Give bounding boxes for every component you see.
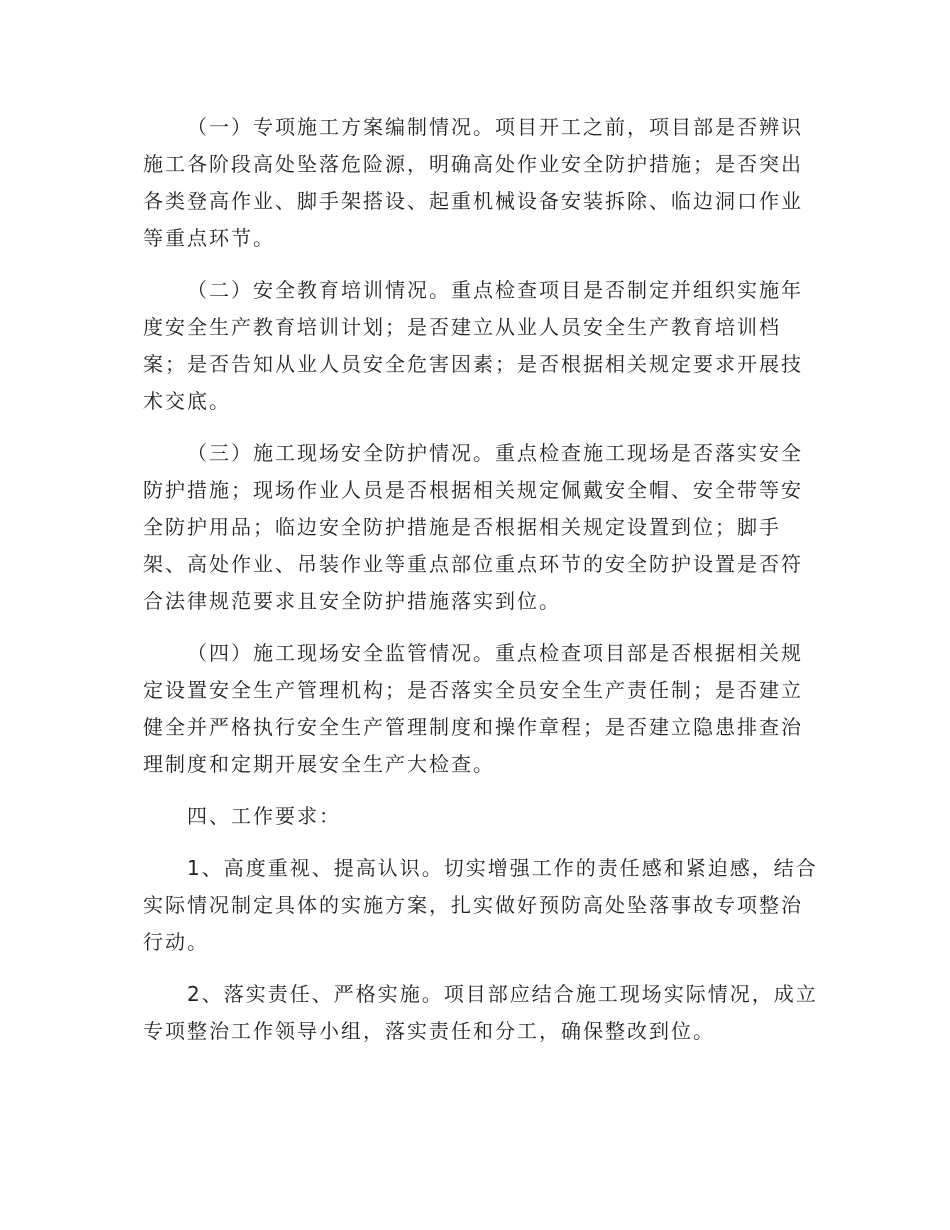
paragraph-construction-plan — [143, 109, 813, 257]
text-line: 架、高处作业、吊装作业等重点部位重点环节的安全防护设置是否符 — [143, 552, 803, 576]
paragraph-safety-training — [143, 272, 813, 420]
text-line: 健全并严格执行安全生产管理制度和操作章程；是否建立隐患排查治 — [143, 715, 803, 739]
text-line: 各类登高作业、脚手架搭设、起重机械设备安装拆除、临边洞口作业 — [143, 189, 803, 213]
paragraph-requirement-1 — [143, 850, 818, 961]
text-line: 等重点环节。 — [143, 226, 275, 250]
text-line: 度安全生产教育培训计划；是否建立从业人员安全生产教育培训档 — [143, 315, 781, 339]
paragraph-requirement-2 — [143, 976, 818, 1050]
text-line: 术交底。 — [143, 389, 231, 413]
text-line: 1、高度重视、提高认识。切实增强工作的责任感和紧迫感，结合 — [187, 856, 818, 880]
text-line: 全防护用品；临边安全防护措施是否根据相关规定设置到位；脚手 — [143, 515, 781, 539]
text-line: 四、工作要求： — [187, 804, 341, 828]
text-line: 定设置安全生产管理机构；是否落实全员安全生产责任制；是否建立 — [143, 678, 803, 702]
text-line: 施工各阶段高处坠落危险源，明确高处作业安全防护措施；是否突出 — [143, 152, 803, 176]
text-line: （四）施工现场安全监管情况。重点检查项目部是否根据相关规 — [187, 641, 803, 665]
text-line: 理制度和定期开展安全生产大检查。 — [143, 752, 495, 776]
document-body — [143, 109, 818, 1065]
paragraph-site-supervision — [143, 635, 813, 783]
text-line: 案；是否告知从业人员安全危害因素；是否根据相关规定要求开展技 — [143, 352, 803, 376]
text-line: （一）专项施工方案编制情况。项目开工之前，项目部是否辨识 — [187, 115, 803, 139]
text-line: （三）施工现场安全防护情况。重点检查施工现场是否落实安全 — [187, 441, 803, 465]
text-line: （二）安全教育培训情况。重点检查项目是否制定并组织实施年 — [187, 278, 803, 302]
text-line: 防护措施；现场作业人员是否根据相关规定佩戴安全帽、安全带等安 — [143, 478, 803, 502]
text-line: 专项整治工作领导小组，落实责任和分工，确保整改到位。 — [143, 1019, 715, 1043]
paragraph-site-protection — [143, 435, 813, 620]
text-line: 2、落实责任、严格实施。项目部应结合施工现场实际情况，成立 — [187, 982, 818, 1006]
text-line: 实际情况制定具体的实施方案，扎实做好预防高处坠落事故专项整治 — [143, 893, 803, 917]
section-heading-work-requirements — [143, 798, 813, 835]
text-line: 行动。 — [143, 930, 209, 954]
text-line: 合法律规范要求且安全防护措施落实到位。 — [143, 589, 561, 613]
